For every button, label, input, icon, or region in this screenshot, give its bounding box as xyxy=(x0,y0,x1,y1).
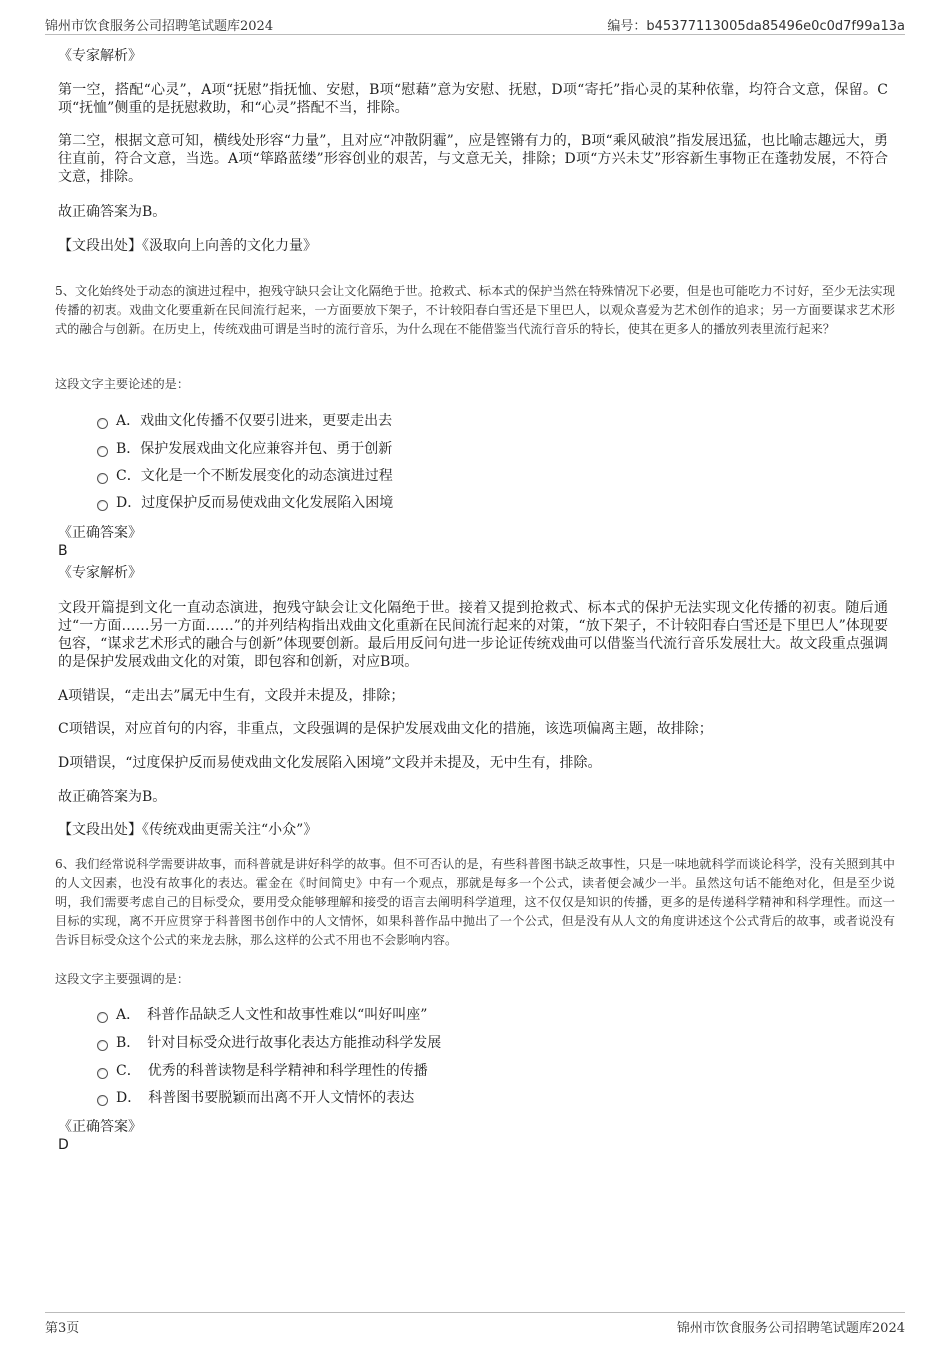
option-label: C．文化是一个不断发展变化的动态演进过程 xyxy=(116,468,393,484)
header-serial: 编号：b45377113005da85496e0c0d7f99a13a xyxy=(607,19,905,34)
analysis-paragraph: D项错误，“过度保护反而易使戏曲文化发展陷入困境”文段并未提及，无中生有，排除。 xyxy=(58,755,602,771)
page-number: 第3页 xyxy=(45,1321,80,1336)
answer-option-d[interactable] xyxy=(97,494,393,512)
analysis-paragraph: 第二空，根据文意可知，横线处形容“力量”，且对应“冲散阴霾”，应是铿锵有力的，B项“乘风破浪”指发展迅猛，也比喻志趣远大，勇往直前，符合文意，当选。A项“筚路蓝缕”形容创业的艰苦，与文意无关，排除；D项“方兴未艾”形容新生事物正在蓬勃发展，不符合文意，排除。 xyxy=(58,133,888,185)
answer-option-a[interactable] xyxy=(97,1006,427,1024)
answer-option-a[interactable] xyxy=(97,412,392,430)
answer-option-c[interactable] xyxy=(97,467,393,485)
option-label: A．戏曲文化传播不仅要引进来，更要走出去 xyxy=(116,413,393,429)
answer-option-b[interactable] xyxy=(97,440,392,458)
analysis-paragraph: 文段开篇提到文化一直动态演进，抱残守缺会让文化隔绝于世。接着又提到抢救式、标本式的保护无法实现文化传播的初衷。随后通过“一方面……另一方面……”的并列结构指出戏曲文化重新在民间流行起来的对策，“放下架子，不计较阳春白雪还是下里巴人”体现要包容，“谋求艺术形式的融合与创新”体现要创新。最后用反问句进一步论证传统戏曲可以借鉴当代流行音乐发展壮大。故文段重点强调的是保护发展戏曲文化的对策，即包容和创新，对应B项。 xyxy=(58,600,888,670)
option-label: C． 优秀的科普读物是科学精神和科学理性的传播 xyxy=(116,1063,428,1079)
answer-option-c[interactable] xyxy=(97,1062,428,1080)
source-citation: 【文段出处】《汲取向上向善的文化力量》 xyxy=(58,238,317,254)
source-citation: 【文段出处】《传统戏曲更需关注“小众”》 xyxy=(58,822,318,838)
radio-icon[interactable] xyxy=(97,446,108,457)
expert-analysis-label: 《专家解析》 xyxy=(58,565,142,581)
option-label: B．保护发展戏曲文化应兼容并包、勇于创新 xyxy=(116,441,393,457)
radio-icon[interactable] xyxy=(97,418,108,429)
expert-analysis-label: 《专家解析》 xyxy=(58,48,142,64)
question-stem: 6、我们经常说科学需要讲故事，而科普就是讲好科学的故事。但不可否认的是，有些科普图书缺乏故事性，只是一味地就科学而谈论科学，没有关照到其中的人文因素，也没有故事化的表达。霍金在《时间简史》中有一个观点，那就是每多一个公式，读者便会减少一半。虽然这句话不能绝对化，但是至少说明，我们需要考虑自己的目标受众，要用受众能够理解和接受的语言去阐明科学道理，这不仅仅是知识的传播，更多的是传递科学精神和科学理性。而这一目标的实现，离不开应贯穿于科普图书创作中的人文情怀，如果科普作品中抛出了一个公式，但是没有从人文的角度讲述这个公式背后的故事，或者说没有告诉目标受众这个公式的来龙去脉，那么这样的公式不用也不会影响内容。 xyxy=(55,857,895,947)
correct-answer-label: 《正确答案》 xyxy=(58,1119,142,1135)
option-label: D． 科普图书要脱颖而出离不开人文情怀的表达 xyxy=(116,1090,415,1106)
analysis-paragraph: 第一空，搭配“心灵”，A项“抚慰”指抚恤、安慰，B项“慰藉”意为安慰、抚慰，D项“寄托”指心灵的某种依靠，均符合文意，保留。C项“抚恤”侧重的是抚慰救助，和“心灵”搭配不当，排除。 xyxy=(58,82,888,116)
answer-option-b[interactable] xyxy=(97,1034,441,1052)
correct-answer: B xyxy=(58,543,68,559)
option-label: B． 针对目标受众进行故事化表达方能推动科学发展 xyxy=(116,1035,442,1051)
radio-icon[interactable] xyxy=(97,1068,108,1079)
correct-answer: D xyxy=(58,1137,69,1153)
question-prompt: 这段文字主要强调的是： xyxy=(55,972,190,986)
question-prompt: 这段文字主要论述的是： xyxy=(55,377,190,391)
radio-icon[interactable] xyxy=(97,1012,108,1023)
radio-icon[interactable] xyxy=(97,500,108,511)
correct-answer-label: 《正确答案》 xyxy=(58,525,142,541)
analysis-paragraph: C项错误，对应首句的内容，非重点，文段强调的是保护发展戏曲文化的措施，该选项偏离主题，故排除； xyxy=(58,721,713,737)
radio-icon[interactable] xyxy=(97,473,108,484)
radio-icon[interactable] xyxy=(97,1040,108,1051)
page-header xyxy=(45,12,905,35)
radio-icon[interactable] xyxy=(97,1095,108,1106)
page-footer xyxy=(45,1312,905,1335)
answer-option-d[interactable] xyxy=(97,1089,414,1107)
analysis-paragraph: A项错误，“走出去”属无中生有，文段并未提及，排除； xyxy=(58,688,405,704)
question-stem: 5、文化始终处于动态的演进过程中，抱残守缺只会让文化隔绝于世。抢救式、标本式的保护当然在特殊情况下必要，但是也可能吃力不讨好，至少无法实现传播的初衷。戏曲文化要重新在民间流行起来，一方面要放下架子，不计较阳春白雪还是下里巴人，以观众喜爱为艺术创作的追求；另一方面要谋求艺术形式的融合与创新。在历史上，传统戏曲可谓是当时的流行音乐，为什么现在不能借鉴当代流行音乐的特长，使其在更多人的播放列表里流行起来？ xyxy=(55,284,895,336)
answer-conclusion: 故正确答案为B。 xyxy=(58,204,167,220)
option-label: A． 科普作品缺乏人文性和故事性难以“叫好叫座” xyxy=(116,1007,428,1023)
header-title: 锦州市饮食服务公司招聘笔试题库2024 xyxy=(45,19,274,34)
answer-conclusion: 故正确答案为B。 xyxy=(58,789,167,805)
footer-title: 锦州市饮食服务公司招聘笔试题库2024 xyxy=(676,1321,905,1336)
option-label: D．过度保护反而易使戏曲文化发展陷入困境 xyxy=(116,495,394,511)
